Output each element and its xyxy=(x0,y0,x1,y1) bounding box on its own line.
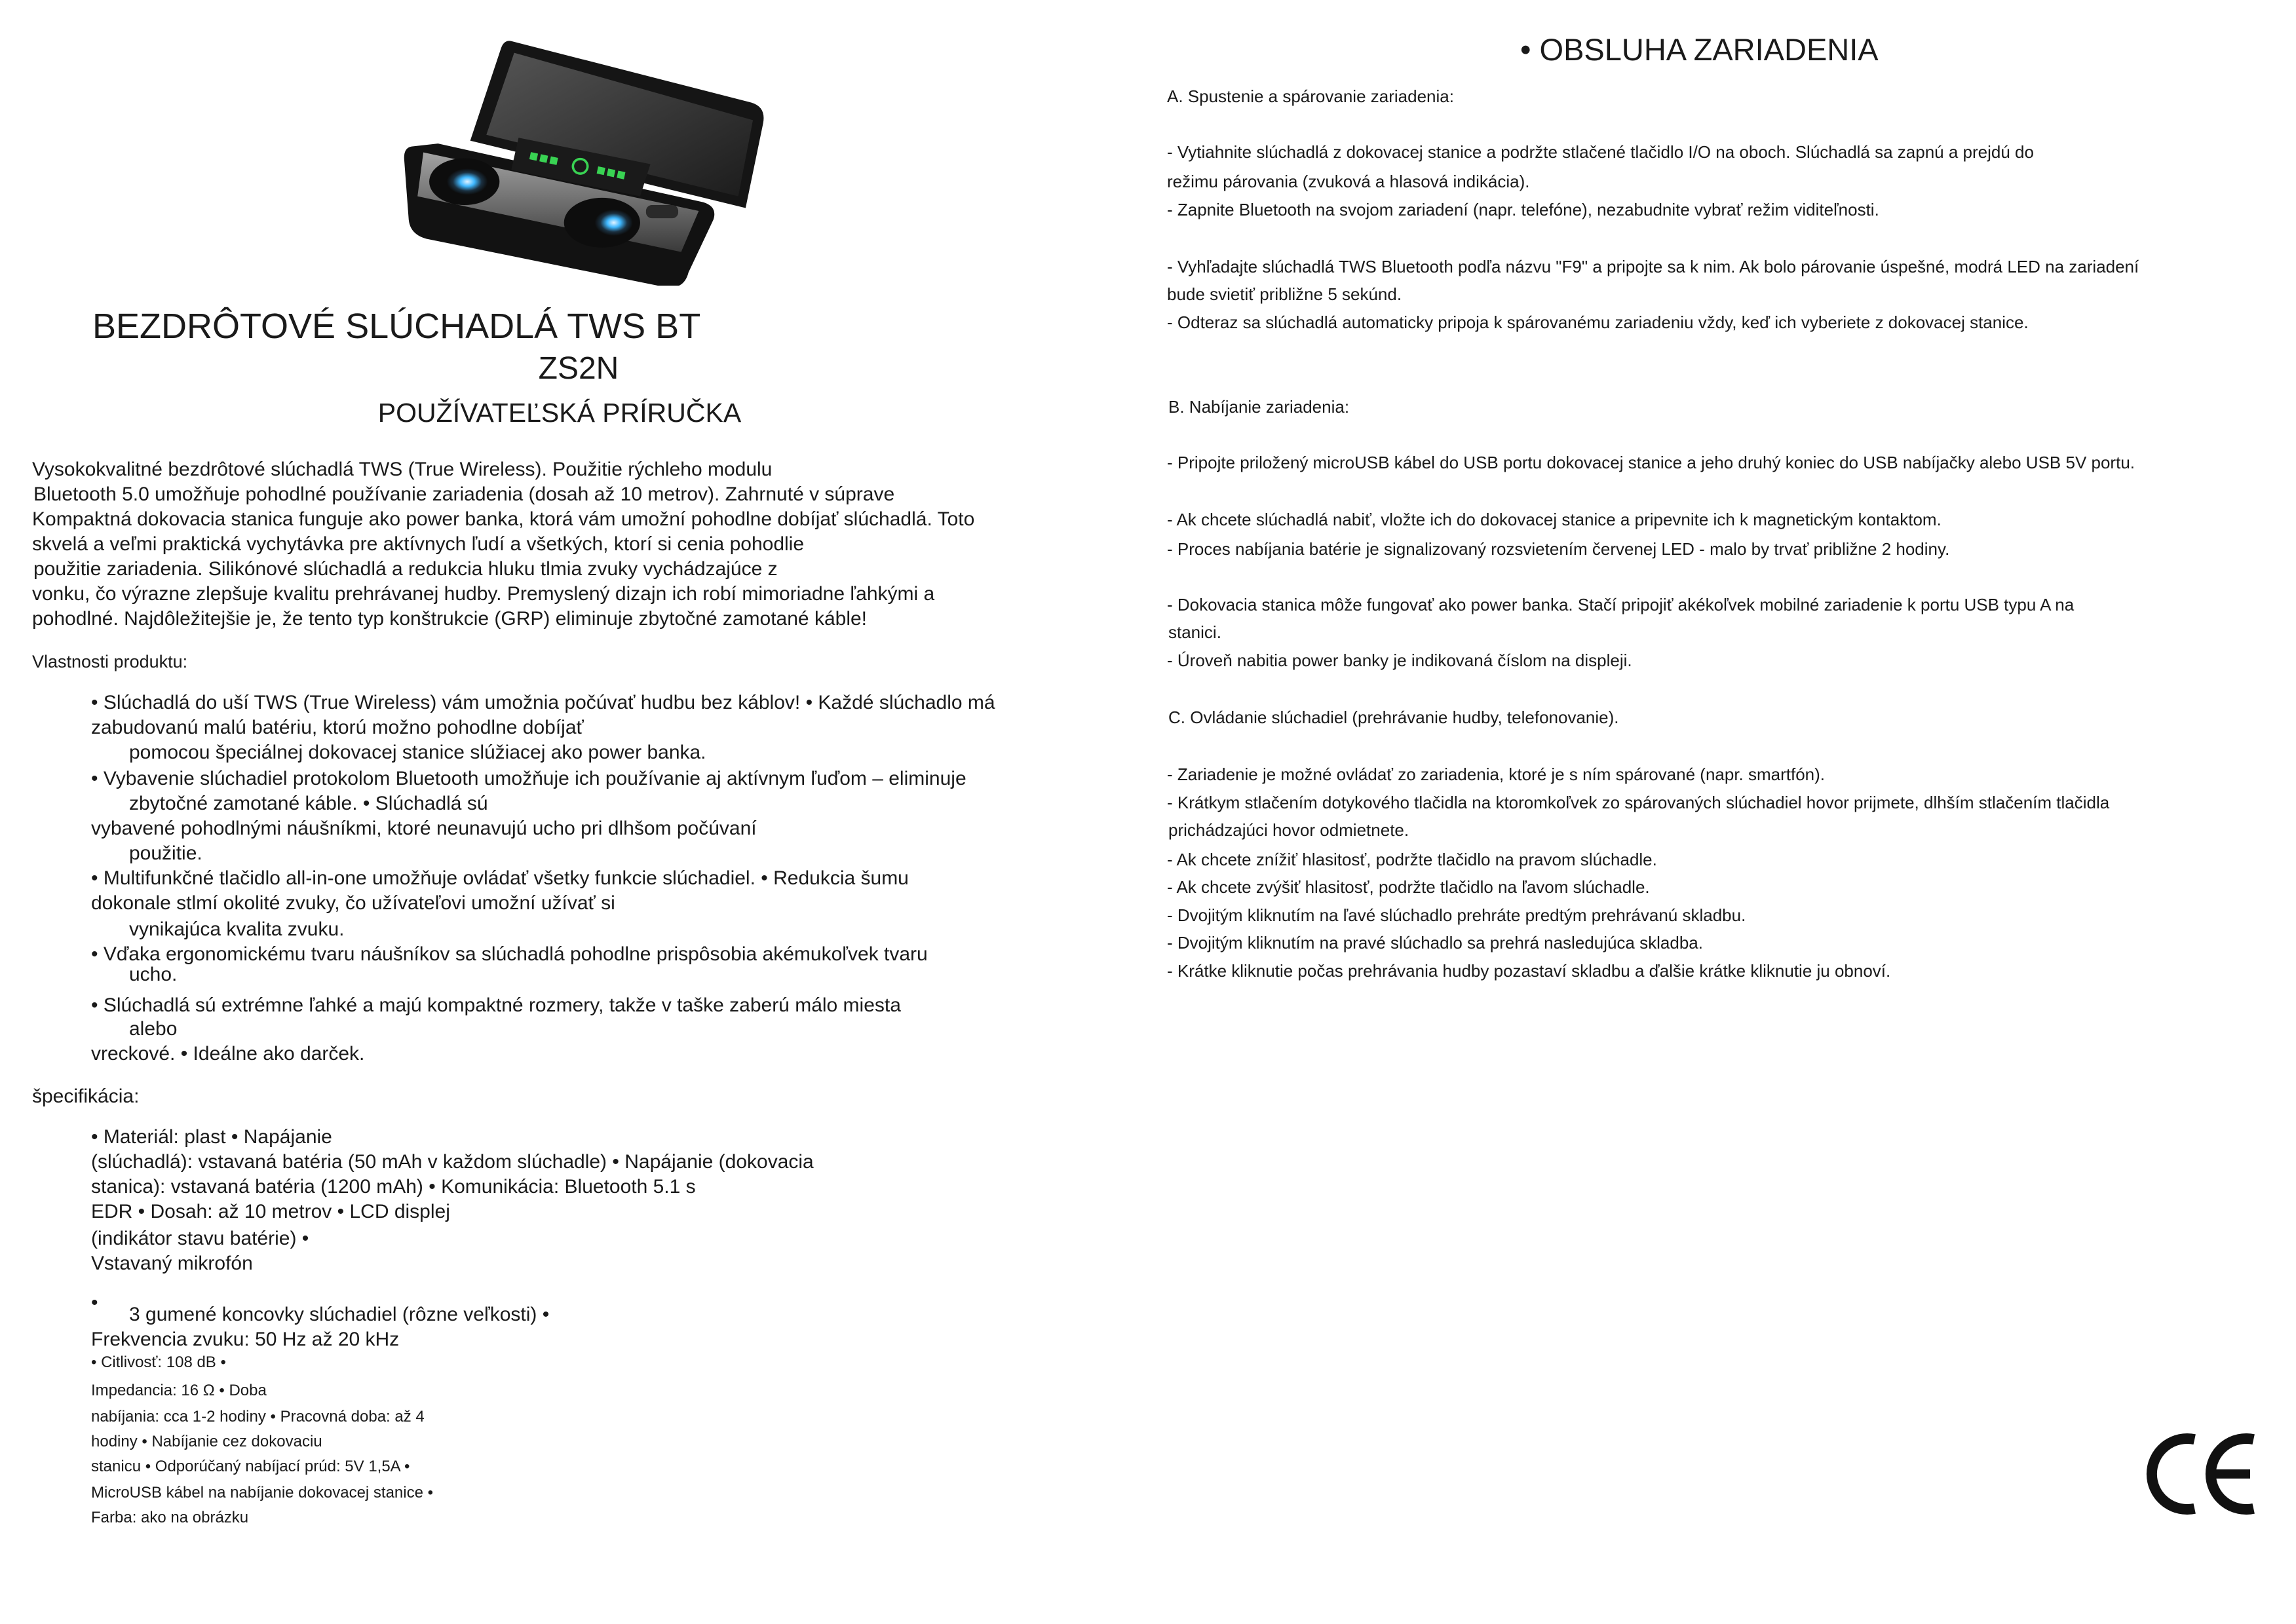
feature-line: vreckové. • Ideálne ako darček. xyxy=(91,1043,365,1065)
product-title: BEZDRÔTOVÉ SLÚCHADLÁ TWS BT xyxy=(92,307,701,346)
spec-small-line: stanicu • Odporúčaný nabíjací prúd: 5V 1,5A • xyxy=(91,1458,410,1475)
instruction-line: režimu párovania (zvuková a hlasová indikácia). xyxy=(1167,172,1530,191)
instruction-line: - Proces nabíjania batérie je signalizovaný rozsvietením červenej LED - malo by trvať približne 2 hodiny. xyxy=(1167,539,1950,559)
spec-small-line: hodiny • Nabíjanie cez dokovaciu xyxy=(91,1433,322,1450)
feature-line: použitie. xyxy=(129,842,202,864)
spec-line: Frekvencia zvuku: 50 Hz až 20 kHz xyxy=(91,1329,400,1350)
feature-line: • Multifunkčné tlačidlo all-in-one umožňuje ovládať všetky funkcie slúchadiel. • Redukcia šumu xyxy=(91,867,909,889)
intro-line: pohodlné. Najdôležitejšie je, že tento typ konštrukcie (GRP) eliminuje zbytočné zamotané káble! xyxy=(32,608,868,630)
instruction-line: stanici. xyxy=(1168,622,1221,642)
feature-line: • Slúchadlá do uší TWS (True Wireless) vám umožnia počúvať hudbu bez káblov! • Každé slúchadlo má xyxy=(91,692,995,713)
spec-small-line: Impedancia: 16 Ω • Doba xyxy=(91,1382,267,1399)
instruction-line: - Dvojitým kliknutím na pravé slúchadlo sa prehrá nasledujúca skladba. xyxy=(1167,933,1703,953)
spec-line: • Materiál: plast • Napájanie xyxy=(91,1126,332,1148)
feature-line: ucho. xyxy=(129,964,178,985)
feature-line: pomocou špeciálnej dokovacej stanice slúžiacej ako power banka. xyxy=(129,742,706,763)
case-port xyxy=(646,205,678,218)
spec-heading: špecifikácia: xyxy=(32,1086,140,1107)
instruction-line: - Zapnite Bluetooth na svojom zariadení (napr. telefóne), nezabudnite vybrať režim viditeľnosti. xyxy=(1167,200,1879,219)
instruction-line: - Ak chcete zvýšiť hlasitosť, podržte tlačidlo na ľavom slúchadle. xyxy=(1167,877,1650,897)
spec-line: Vstavaný mikrofón xyxy=(91,1253,253,1274)
left-earbud xyxy=(429,159,499,206)
instruction-line: - Ak chcete znížiť hlasitosť, podržte tlačidlo na pravom slúchadle. xyxy=(1167,850,1657,869)
feature-line: dokonale stlmí okolité zvuky, čo užívateľovi umožní užívať si xyxy=(91,892,615,914)
instruction-line: - Odteraz sa slúchadlá automaticky pripoja k spárovanému zariadeniu vždy, keď ich vyberiete z dokovacej stanice. xyxy=(1167,312,2029,332)
model-number: ZS2N xyxy=(538,351,619,386)
feature-line: zabudovanú malú batériu, ktorú možno pohodlne dobíjať xyxy=(91,717,584,738)
feature-line: vybavené pohodlnými náušníkmi, ktoré neunavujú ucho pri dlhšom počúvaní xyxy=(91,818,757,839)
intro-line: Vysokokvalitné bezdrôtové slúchadlá TWS (True Wireless). Použitie rýchleho modulu xyxy=(32,459,773,480)
instruction-line: - Dokovacia stanica môže fungovať ako power banka. Stačí pripojiť akékoľvek mobilné zariadenie k portu USB typu A na xyxy=(1167,595,2075,614)
manual-subtitle: POUŽÍVATEĽSKÁ PRÍRUČKA xyxy=(377,398,742,428)
feature-line: vynikajúca kvalita zvuku. xyxy=(129,918,345,940)
instruction-line: prichádzajúci hovor odmietnete. xyxy=(1168,820,1409,840)
right-earbud xyxy=(564,198,640,248)
spec-small-line: • Citlivosť: 108 dB • xyxy=(91,1353,226,1371)
spec-line: 3 gumené koncovky slúchadiel (rôzne veľkosti) • xyxy=(129,1304,550,1325)
ce-mark-icon xyxy=(2137,1428,2268,1520)
intro-line: použitie zariadenia. Silikónové slúchadlá a redukcia hluku tlmia zvuky vychádzajúce z xyxy=(33,558,778,580)
instruction-line: - Pripojte priložený microUSB kábel do USB portu dokovacej stanice a jeho druhý koniec do USB nabíjačky alebo USB 5V portu. xyxy=(1167,453,2135,472)
spec-bullet: • xyxy=(91,1292,98,1313)
feature-line: • Vďaka ergonomickému tvaru náušníkov sa slúchadlá pohodlne prispôsobia akémukoľvek tvaru xyxy=(91,943,928,965)
spec-line: EDR • Dosah: až 10 metrov • LCD displej xyxy=(91,1201,450,1222)
operation-heading: • OBSLUHA ZARIADENIA xyxy=(1520,32,1879,67)
intro-line: Kompaktná dokovacia stanica funguje ako power banka, ktorá vám umožní pohodlne dobíjať slúchadlá. Toto xyxy=(32,508,975,530)
section-title: C. Ovládanie slúchadiel (prehrávanie hudby, telefonovanie). xyxy=(1168,708,1619,727)
intro-line: vonku, čo výrazne zlepšuje kvalitu prehrávanej hudby. Premyslený dizajn ich robí mimoriadne ľahkými a xyxy=(32,583,935,605)
spec-line: (slúchadlá): vstavaná batéria (50 mAh v každom slúchadle) • Napájanie (dokovacia xyxy=(91,1151,814,1173)
feature-line: • Vybavenie slúchadiel protokolom Bluetooth umožňuje ich používanie aj aktívnym ľuďom – eliminuje xyxy=(91,768,966,789)
intro-line: skvelá a veľmi praktická vychytávka pre aktívnych ľudí a všetkých, ktorí si cenia pohodlie xyxy=(32,533,805,555)
spec-small-line: Farba: ako na obrázku xyxy=(91,1509,249,1526)
instruction-line: - Ak chcete slúchadlá nabiť, vložte ich do dokovacej stanice a pripevnite ich k magnetickým kontaktom. xyxy=(1167,510,1942,529)
feature-line: • Slúchadlá sú extrémne ľahké a majú kompaktné rozmery, takže v taške zaberú málo miesta xyxy=(91,994,901,1016)
earbuds-charging-case-image xyxy=(401,37,768,286)
instruction-line: - Vyhľadajte slúchadlá TWS Bluetooth podľa názvu "F9" a pripojte sa k nim. Ak bolo párovanie úspešné, modrá LED na zariadení xyxy=(1167,257,2139,276)
section-title: A. Spustenie a spárovanie zariadenia: xyxy=(1167,86,1454,106)
instruction-line: - Úroveň nabitia power banky je indikovaná číslom na displeji. xyxy=(1167,651,1632,670)
instruction-line: - Vytiahnite slúchadlá z dokovacej stanice a podržte stlačené tlačidlo I/O na oboch. Slúchadlá sa zapnú a prejdú do xyxy=(1167,142,2034,162)
features-heading: Vlastnosti produktu: xyxy=(32,652,188,671)
spec-small-line: MicroUSB kábel na nabíjanie dokovacej stanice • xyxy=(91,1484,434,1501)
instruction-line: - Dvojitým kliknutím na ľavé slúchadlo prehráte predtým prehrávanú skladbu. xyxy=(1167,905,1746,925)
spec-line: (indikátor stavu batérie) • xyxy=(91,1228,309,1249)
feature-line: zbytočné zamotané káble. • Slúchadlá sú xyxy=(129,793,488,814)
intro-line: Bluetooth 5.0 umožňuje pohodlné používanie zariadenia (dosah až 10 metrov). Zahrnuté v súprave xyxy=(33,483,895,505)
spec-line: stanica): vstavaná batéria (1200 mAh) • Komunikácia: Bluetooth 5.1 s xyxy=(91,1176,696,1198)
instruction-line: bude svietiť približne 5 sekúnd. xyxy=(1167,284,1402,304)
spec-small-line: nabíjania: cca 1-2 hodiny • Pracovná doba: až 4 xyxy=(91,1408,425,1426)
section-title: B. Nabíjanie zariadenia: xyxy=(1168,397,1350,417)
feature-line: alebo xyxy=(129,1018,178,1040)
instruction-line: - Krátkym stlačením dotykového tlačidla na ktoromkoľvek zo spárovaných slúchadiel hovor prijmete, dlhším stlačením tlačidla xyxy=(1167,793,2110,812)
instruction-line: - Krátke kliknutie počas prehrávania hudby pozastaví skladbu a ďalšie krátke kliknutie ju obnoví. xyxy=(1167,961,1891,981)
instruction-line: - Zariadenie je možné ovládať zo zariadenia, ktoré je s ním spárované (napr. smartfón). xyxy=(1167,765,1826,784)
